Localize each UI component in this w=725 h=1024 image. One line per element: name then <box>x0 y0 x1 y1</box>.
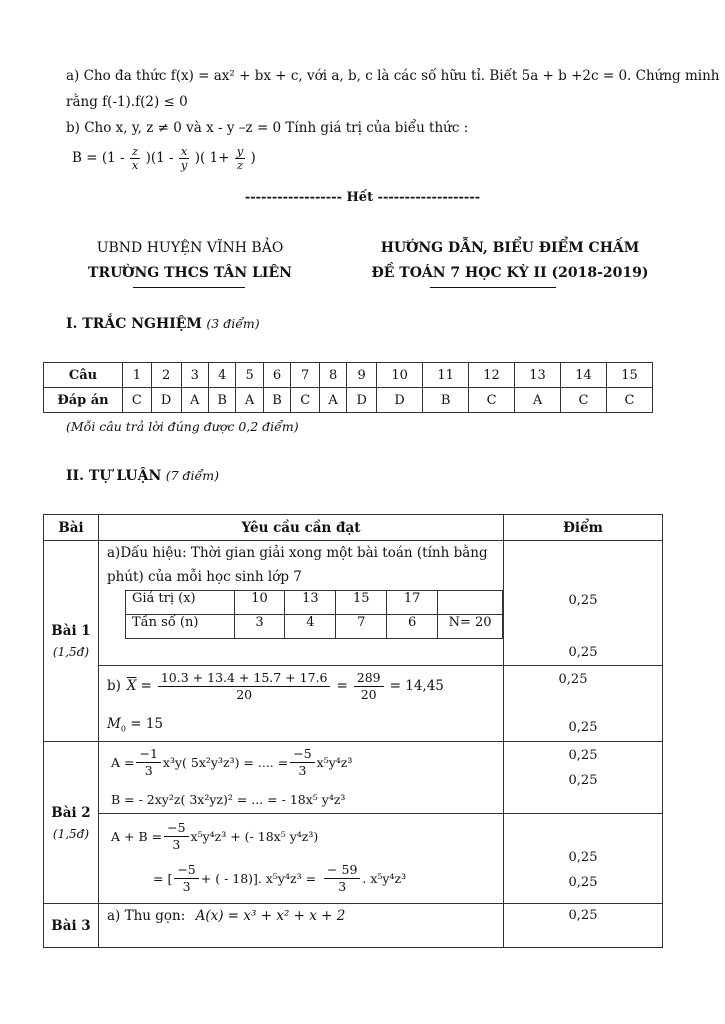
bai1-label-cell <box>44 541 99 742</box>
question-number: 12 <box>469 363 515 388</box>
freq-label-x: Giá trị (x) <box>126 591 235 615</box>
answer-letter: C <box>560 388 606 413</box>
grading-table <box>43 514 663 948</box>
bai3-score-1: 0,25 <box>568 908 598 923</box>
question-number: 13 <box>515 363 561 388</box>
bai1-a-content <box>99 541 504 666</box>
question-number: 4 <box>208 363 236 388</box>
question-number: 15 <box>606 363 652 388</box>
answer-letter: C <box>606 388 652 413</box>
problem-part-b: b) Cho x, y, z ≠ 0 và x - y –z = 0 Tính giá trị của biểu thức : <box>66 120 469 136</box>
header-left-2: TRƯỜNG THCS TÂN LIÊN <box>88 265 292 281</box>
question-number: 11 <box>423 363 469 388</box>
bai1-b-content <box>99 666 504 742</box>
fraction-z-over-x: $\frac{z}{x}$ <box>131 144 139 173</box>
col-requirement-header: Yêu cầu cần đạt <box>99 515 504 541</box>
answer-letter: A <box>320 388 347 413</box>
answer-letter: A <box>236 388 263 413</box>
question-number: 10 <box>377 363 423 388</box>
mean-symbol: $\overline{X}$ <box>126 678 137 695</box>
freq-value-n: 4 <box>285 615 336 639</box>
col-score-header: Điểm <box>504 515 663 541</box>
header-left-1: UBND HUYỆN VĨNH BẢO <box>96 240 284 256</box>
bai1-b-scores <box>504 666 663 742</box>
answer-table <box>43 362 653 413</box>
row-label-answers: Đáp án <box>44 388 123 413</box>
bai2-a-fraction-2: $\frac{-5}{3}$ <box>290 746 314 778</box>
fraction-x-over-y: $\frac{x}{y}$ <box>180 144 188 173</box>
grading-header-row <box>44 515 663 541</box>
bai1-score-a2: 0,25 <box>568 645 598 660</box>
bai2-total-fraction-2: $\frac{- 59}{3}$ <box>324 862 360 894</box>
mean-formula: b) $\overline{X}$ = $\frac{10.3 + 13.4 + 15.7 + 17.6}{20}$ = $\frac{289}{20}$ = 14,45 <box>107 670 444 702</box>
problem-part-a-line1: a) Cho đa thức f(x) = ax² + bx + c, với a, b, c là các số hữu tỉ. Biết 5a + b +2c = 0. Chứng minh <box>66 68 720 84</box>
bai2-label: Bài 2 <box>51 804 91 821</box>
problem-part-a-line2: rằng f(-1).f(2) ≤ 0 <box>66 94 188 110</box>
frequency-table <box>125 590 503 639</box>
bai2-score-4: 0,25 <box>568 875 598 890</box>
answer-letter: A <box>515 388 561 413</box>
end-mark: ------------------ Hết ------------------- <box>244 190 481 205</box>
bai1-score-a1: 0,25 <box>568 593 598 608</box>
bai3-a-line: a) Thu gọn: A(x) = x³ + x² + x + 2 <box>107 908 346 924</box>
answer-table-answers-row <box>44 388 653 413</box>
bai2-total-line: = [ −5 3 + ( - 18)]. x⁵y⁴z³ = $\frac{- 59}{3}$ . x⁵y⁴z³ <box>153 862 407 894</box>
bai2-scores-2 <box>504 814 663 904</box>
bai2-content-1 <box>99 742 504 814</box>
bai3-a-expression: A(x) = x³ + x² + x + 2 <box>195 908 346 924</box>
bai1-row-b <box>44 666 663 742</box>
bai2-a-fraction-1: $\frac{-1}{3}$ <box>136 746 160 778</box>
freq-value-x: 13 <box>285 591 336 615</box>
question-number: 3 <box>181 363 208 388</box>
freq-total: N= 20 <box>438 615 503 639</box>
answer-letter: C <box>469 388 515 413</box>
freq-value-x: 15 <box>336 591 387 615</box>
header-right-1: HƯỚNG DẪN, BIỂU ĐIỂM CHẤM <box>380 240 640 256</box>
mean-fraction-2: $\frac{289}{20}$ <box>354 670 384 702</box>
answer-letter: C <box>291 388 320 413</box>
expr-prefix: B = (1 - <box>72 150 125 167</box>
bai2-scores-1 <box>504 742 663 814</box>
bai3-content <box>99 904 504 948</box>
bai2-points: (1,5đ) <box>52 826 90 841</box>
expr-mid1: )(1 - <box>145 150 174 167</box>
freq-value-x: 17 <box>387 591 438 615</box>
question-number: 2 <box>151 363 181 388</box>
bai2-score-2: 0,25 <box>568 773 598 788</box>
row-label-questions: Câu <box>44 363 123 388</box>
section2-title: II. TỰ LUẬN (7 điểm) <box>66 468 219 484</box>
bai1-a-line2: phút) của mỗi học sinh lớp 7 <box>107 569 302 585</box>
bai2-content-2 <box>99 814 504 904</box>
question-number: 7 <box>291 363 320 388</box>
section1-note: (Mỗi câu trả lời đúng được 0,2 điểm) <box>66 419 299 434</box>
question-number: 9 <box>347 363 377 388</box>
freq-label-n: Tần số (n) <box>126 615 235 639</box>
bai2-label-cell <box>44 742 99 904</box>
answer-letter: A <box>181 388 208 413</box>
col-bai-header: Bài <box>44 515 99 541</box>
bai3-scores <box>504 904 663 948</box>
bai3-label: Bài 3 <box>44 904 99 948</box>
expr-mid2: )( 1+ <box>194 150 230 167</box>
mean-fraction: $\frac{10.3 + 13.4 + 15.7 + 17.6}{20}$ <box>158 670 331 702</box>
fraction-y-over-z: $\frac{y}{z}$ <box>236 144 244 173</box>
question-number: 5 <box>236 363 263 388</box>
freq-value-n: 6 <box>387 615 438 639</box>
answer-letter: B <box>423 388 469 413</box>
bai2-a-line: A = $\frac{-1}{3}$ x³y( 5x²y³z³) = .... = $\frac{-5}{3}$ x⁵y⁴z³ <box>111 746 353 778</box>
header-left-underline <box>133 287 245 288</box>
expression-b <box>72 145 256 172</box>
mode-line: $M_0 = 15$ <box>107 716 163 734</box>
answer-letter: D <box>151 388 181 413</box>
freq-row-x <box>126 591 503 615</box>
expr-end: ) <box>250 150 256 167</box>
bai1-a-scores <box>504 541 663 666</box>
bai1-row-a <box>44 541 663 666</box>
bai2-sum-fraction: $\frac{-5}{3}$ <box>164 820 188 852</box>
bai2-score-1: 0,25 <box>568 748 598 763</box>
bai1-label: Bài 1 <box>51 623 91 639</box>
question-number: 1 <box>123 363 152 388</box>
answer-letter: B <box>208 388 236 413</box>
bai1-a-line1: a)Dấu hiệu: Thời gian giải xong một bài toán (tính bằng <box>107 545 488 561</box>
bai1-score-b1: 0,25 <box>558 672 588 687</box>
bai1-score-b2: 0,25 <box>568 720 598 735</box>
answer-table-questions-row <box>44 363 653 388</box>
bai2-total-fraction-1: −5 3 <box>174 862 198 894</box>
freq-row-n <box>126 615 503 639</box>
answer-letter: B <box>263 388 291 413</box>
section1-title: I. TRẮC NGHIỆM (3 điểm) <box>66 316 260 332</box>
bai1-points: (1,5đ) <box>52 645 90 659</box>
answer-letter: D <box>377 388 423 413</box>
bai2-score-3: 0,25 <box>568 850 598 865</box>
bai2-b-line: B = - 2xy²z( 3x²yz)² = ... = - 18x⁵ y⁴z³ <box>111 792 346 807</box>
header-right-2: ĐỀ TOÁN 7 HỌC KỲ II (2018-2019) <box>371 265 649 281</box>
answer-letter: C <box>123 388 152 413</box>
freq-value-n: 7 <box>336 615 387 639</box>
bai2-sum-line: A + B = $\frac{-5}{3}$ x⁵y⁴z³ + (- 18x⁵ y⁴z³) <box>111 820 319 852</box>
freq-value-x: 10 <box>234 591 285 615</box>
question-number: 6 <box>263 363 291 388</box>
bai2-row-2 <box>44 814 663 904</box>
question-number: 8 <box>320 363 347 388</box>
bai2-row-1 <box>44 742 663 814</box>
bai3-row <box>44 904 663 948</box>
answer-letter: D <box>347 388 377 413</box>
freq-value-n: 3 <box>234 615 285 639</box>
mean-result: = 14,45 <box>389 678 444 695</box>
question-number: 14 <box>560 363 606 388</box>
header-right-underline <box>430 287 556 288</box>
freq-empty-cell <box>438 591 503 615</box>
